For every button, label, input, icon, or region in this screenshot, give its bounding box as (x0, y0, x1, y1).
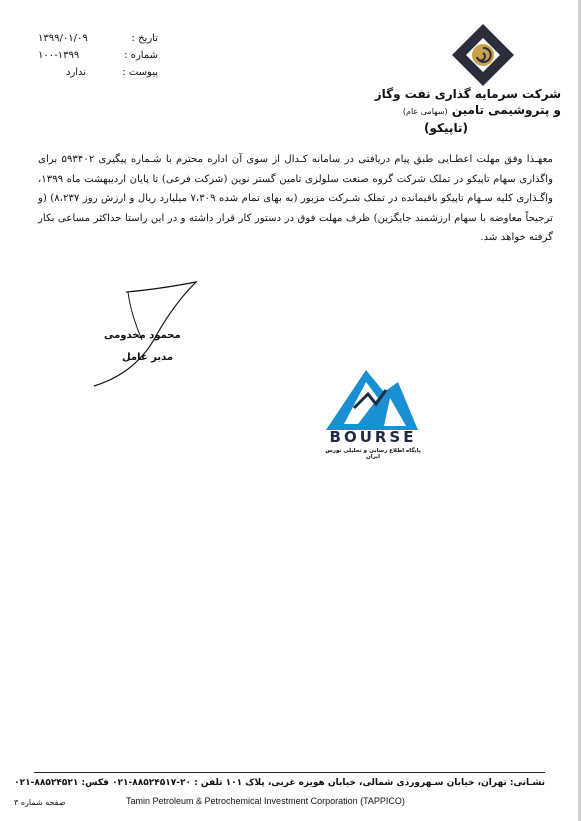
company-name (361, 86, 561, 136)
attachment-value: ندارد (66, 67, 87, 78)
company-type: (سهامی عام) (402, 107, 448, 116)
company-name-line2-wrap (361, 102, 561, 120)
company-abbr: (تاپیکو) (424, 121, 468, 135)
date-value: ۱۳۹۹/۰۱/۰۹ (38, 33, 88, 44)
bourse-logo-icon (324, 368, 420, 432)
date-label: تاریخ : (131, 33, 158, 44)
number-value: ۱۰۰-۱۳۹۹ (38, 50, 80, 61)
letter-meta (38, 30, 158, 81)
date-row (38, 30, 158, 47)
company-name-line1: شرکت سرمایه گذاری نفت وگاز (374, 87, 561, 101)
bourse-wordmark: BOURSE (329, 428, 417, 446)
attachment-label: پیوست : (122, 67, 158, 78)
footer-divider (34, 772, 545, 773)
page-number: صفحه شماره ۳ (14, 798, 66, 807)
company-logo-icon (452, 24, 514, 86)
letter-body: معهـذا وفق مهلت اعطـایی طبق پیام دریافتی در سامانه کـدال از سوی آن اداره محترم با شـماره پیگیری ۵۹۳۴۰۲ برای واگذاری سهام تاپیکو در تملک شرکت گروه صنعت سلولزی تامین گستر نوین (شرکت فرعی) تا پایان اردیبهشت ماه ۱۳۹۹، واگـذاری کلیه سـهام تاپیکو باقیمانده در تملک شـرکت مزبور (به بهای تمام شده ۷،۳۰۹ میلیارد ریال و ارزش روز ۸،۲۳۷) (و ترجیحاً معاوضه با سهام ارزشمند جایگزین) ظرف مهلت فوق در دستور کار قرار داشته و در این راستا حداکثر مساعی بکار گرفته خواهد شد. (38, 154, 554, 243)
number-row (38, 47, 158, 64)
footer-address: نشـانی: تهران، خیابان سـهروردی شمالی، خیابان هویزه غربی، پلاک ۱۰۱ تلفن : ۲۰-۸۸۵۲۴۵۱۷-۰۲۱ فکس: ۸۸۵۲۴۵۲۱-۰۲۱ (14, 778, 545, 788)
signatory-name: محمود مخدومی (104, 330, 181, 341)
footer-company-english: Tamin Petroleum & Petrochemical Investment Corporation (TAPPICO) (126, 796, 405, 806)
bourse-tagline: پایگاه اطلاع رسانی و تحلیلی بورس ایران (325, 448, 421, 460)
attachment-row (38, 64, 158, 81)
company-name-line2: و پتروشیمی تامین (451, 103, 561, 117)
number-label: شماره : (124, 50, 158, 61)
signatory-title: مدیر عامل (122, 352, 174, 363)
